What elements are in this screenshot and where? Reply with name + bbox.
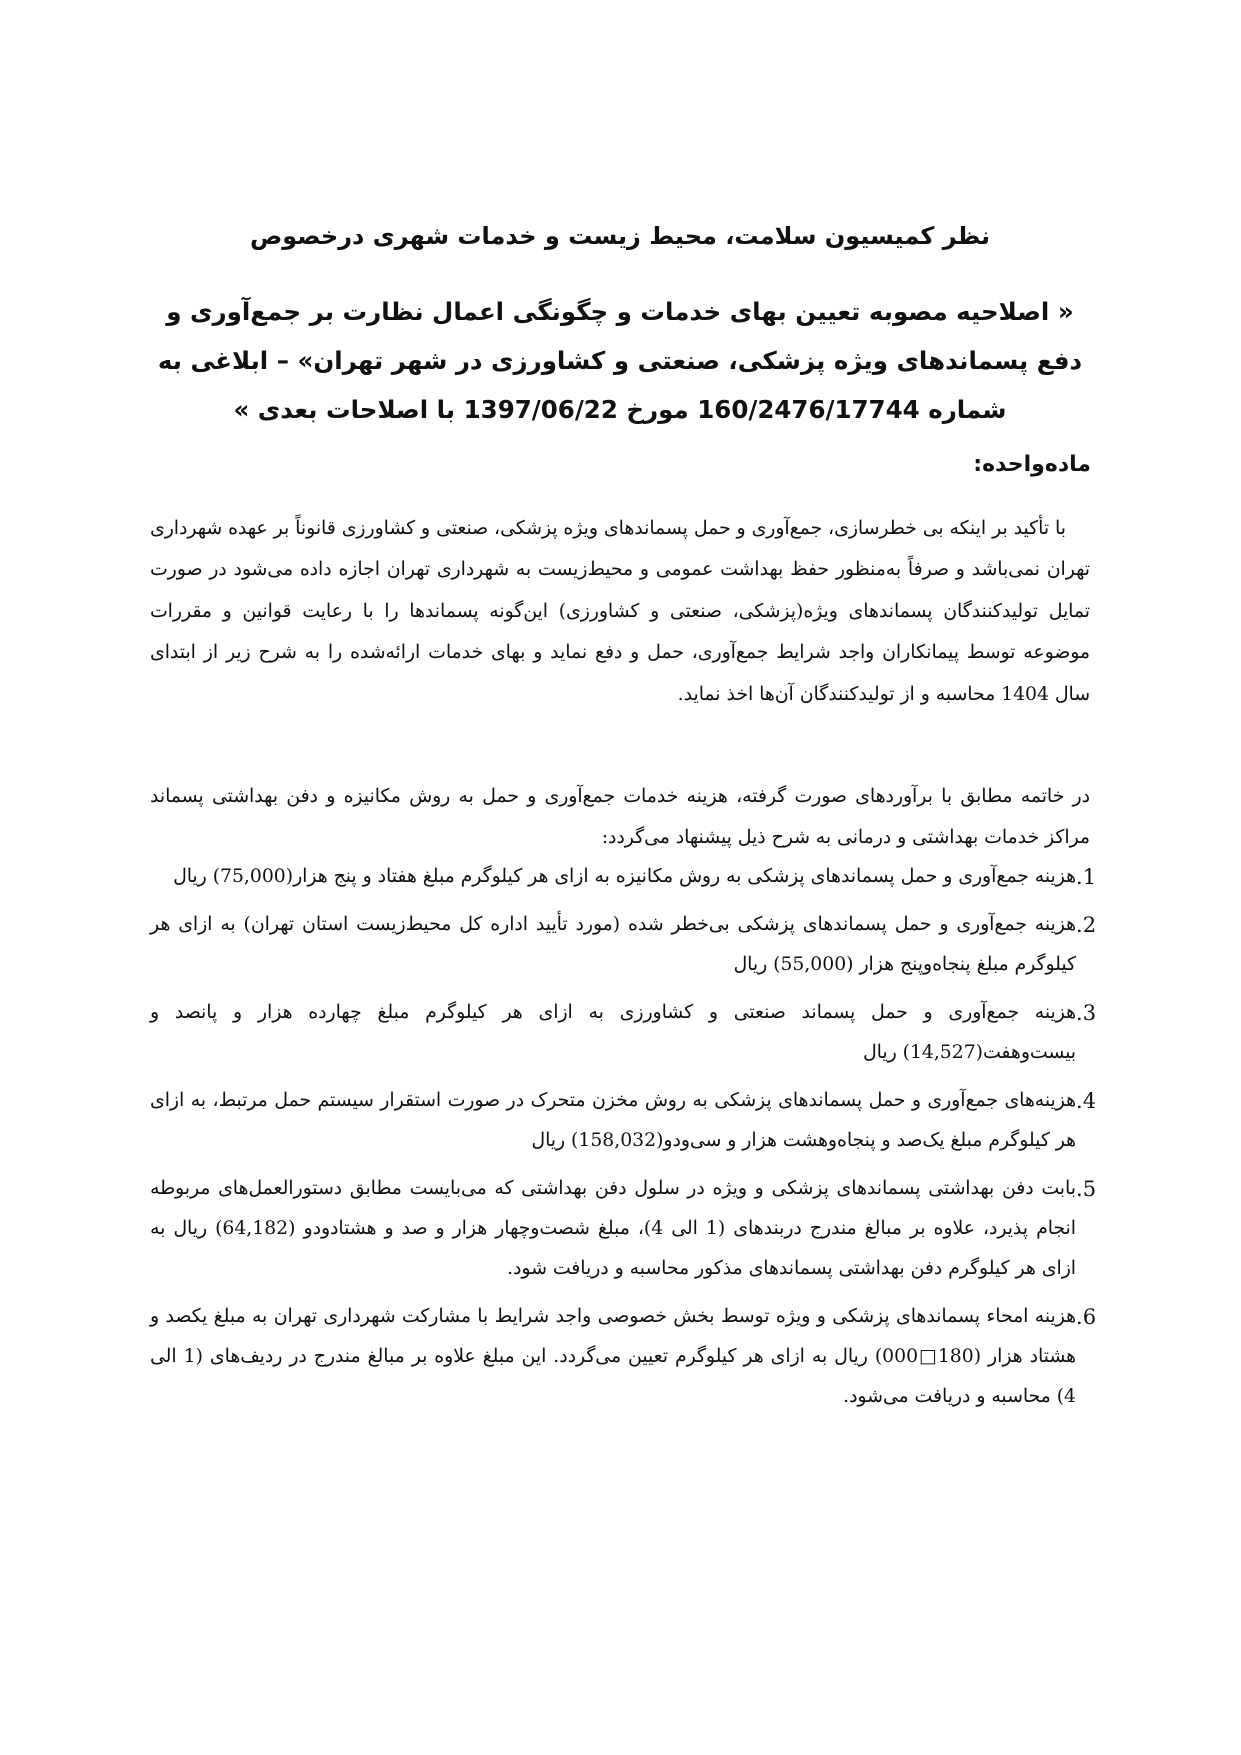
item-text: هزینه‌های جمع‌آوری و حمل پسماندهای پزشکی به روش مخزن متحرک در صورت استقرار سیستم حمل مرتبط، به ازای هر کیلوگرم مبلغ یک‌صد و پنجاه‌وهشت هزار و سی‌ودو(158,032) ریال <box>150 1090 1076 1151</box>
item-number: 2. <box>1076 913 1097 937</box>
resolution-title: « اصلاحیه مصوبه تعیین بهای خدمات و چگونگی اعمال نظارت بر جمع‌آوری و دفع پسماندهای ویژه پزشکی، صنعتی و کشاورزی در شهر تهران» – ابلاغی به شماره 160/2476/17744 مورخ 1397/06/22 با اصلاحات بعدی » <box>157 297 1083 424</box>
item-text: هزینه جمع‌آوری و حمل پسماندهای پزشکی به روش مکانیزه به ازای هر کیلوگرم مبلغ هفتاد و پنج هزار(75,000) ریال <box>173 866 1076 887</box>
paragraph-conclusion: در خاتمه مطابق با برآوردهای صورت گرفته، هزینه خدمات جمع‌آوری و حمل به روش مکانیزه و دفن بهداشتی پسماند مراکز خدمات بهداشتی و درمانی به شرح ذیل پیشنهاد می‌گردد: <box>150 785 1090 848</box>
item-number: 3. <box>1076 1001 1097 1025</box>
item-text: بابت دفن بهداشتی پسماندهای پزشکی و ویژه در سلول دفن بهداشتی که می‌بایست مطابق دستورالعمل‌های مربوطه انجام پذیرد، علاوه بر مبالغ مندرج دربندهای (1 الی 4)، مبلغ شصت‌وچهار هزار و صد و هشتادودو (64,182) ریال به ازای هر کیلوگرم دفن بهداشتی پسماندهای مذکور محاسبه و دریافت شود. <box>150 1178 1076 1279</box>
section-heading: ماده‌واحده: <box>973 452 1091 477</box>
item-text: هزینه جمع‌آوری و حمل پسماند صنعتی و کشاورزی به ازای هر کیلوگرم مبلغ چهارده هزار و پانصد و بیست‌وهفت(14,527) ریال <box>150 1002 1076 1063</box>
paragraph-intro: با تأکید بر اینکه بی خطرسازی، جمع‌آوری و حمل پسماندهای ویژه پزشکی، صنعتی و کشاورزی قانوناً بر عهده شهرداری تهران نمی‌باشد و صرفاً به‌منظور حفظ بهداشت عمومی و محیط‌زیست به شهرداری تهران اجازه داده می‌شود در صورت تمایل تولیدکنندگان پسماندهای ویژه(پزشکی، صنعتی و کشاورزی) این‌گونه پسماندها را با رعایت قوانین و مقررات موضوعه توسط پیمانکاران واجد شرایط جمع‌آوری، حمل و دفع نماید و بهای خدمات ارائه‌شده را به شرح زیر از ابتدای سال 1404 محاسبه و از تولیدکنندگان آن‌ها اخذ نماید. <box>150 517 1090 705</box>
list-item <box>150 1081 1102 1161</box>
list-item <box>150 993 1102 1073</box>
item-number: 1. <box>1076 865 1097 889</box>
item-number: 5. <box>1076 1177 1097 1201</box>
item-text: هزینه جمع‌آوری و حمل پسماندهای پزشکی بی‌خطر شده (مورد تأیید اداره کل محیط‌زیست استان تهران) به ازای هر کیلوگرم مبلغ پنجاه‌وپنج هزار (55,000) ریال <box>150 914 1076 975</box>
list-item <box>150 1297 1102 1417</box>
item-text: هزینه امحاء پسماندهای پزشکی و ویژه توسط بخش خصوصی واجد شرایط با مشارکت شهرداری تهران به مبلغ یکصد و هشتاد هزار (180□000) ریال به ازای هر کیلوگرم تعیین می‌گردد. این مبلغ علاوه بر مبالغ مندرج در ردیف‌های (1 الی 4) محاسبه و دریافت می‌شود. <box>150 1306 1076 1407</box>
fee-list <box>150 857 1102 1417</box>
list-item <box>150 905 1102 985</box>
commission-title: نظر کمیسیون سلامت، محیط زیست و خدمات شهری درخصوص <box>249 222 991 250</box>
item-number: 4. <box>1076 1089 1097 1113</box>
item-number: 6. <box>1076 1305 1097 1329</box>
list-item <box>150 857 1102 897</box>
list-item <box>150 1169 1102 1289</box>
